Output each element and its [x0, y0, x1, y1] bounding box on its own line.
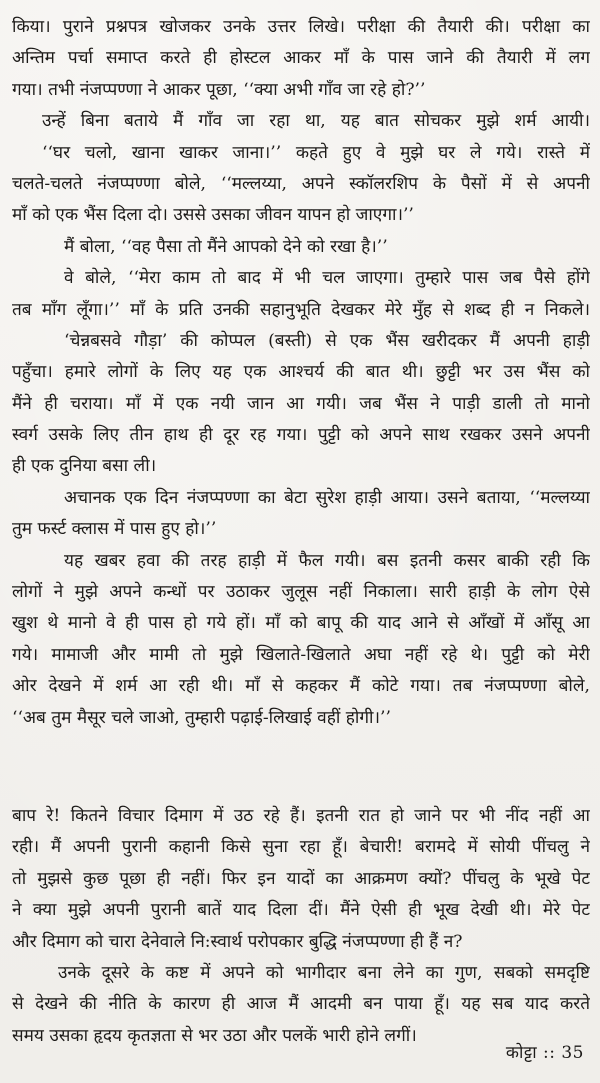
text-line: तब माँग लूँगा।’’ माँ के प्रति उनकी सहानुभूति देखकर मेरे मुँह से शब्द ही न निकले। — [12, 299, 590, 320]
text-line: ही एक दुनिया बसा ली। — [12, 456, 157, 477]
text-line: माँ को एक भैंस दिला दो। उससे उसका जीवन यापन हो जाएगा।’’ — [12, 205, 414, 226]
text-line: मैं बोला, ‘‘वह पैसा तो मैंने आपको देने को रखा है।’’ — [64, 236, 388, 257]
text-line: ओर देखने में शर्म आ रही थी। माँ से कहकर मैं कोटे गया। तब नंजप्पण्णा बोले, — [12, 676, 590, 697]
text-line: वे बोले, ‘‘मेरा काम तो बाद में भी चल जाएगा। तुम्हारे पास जब पैसे होंगे — [64, 268, 590, 289]
text-line: अन्तिम पर्चा समाप्त करते ही होस्टल आकर माँ के पास जाने की तैयारी में लग — [12, 48, 590, 69]
text-line: तुम फर्स्ट क्लास में पास हुए हो।’’ — [12, 519, 217, 540]
text-line: गये। मामाजी और मामी तो मुझे खिलाते-खिलाते अघा नहीं रहे थे। पुट्टी को मेरी — [12, 644, 590, 665]
text-line: ‘चेन्नबसवे गौड़ा’ की कोप्पल (बस्ती) से एक भैंस खरीदकर मैं अपनी हाड़ी — [64, 330, 590, 351]
text-line: चलते-चलते नंजप्पण्णा बोले, ‘‘मल्लय्या, अपने स्कॉलरशिप के पैसों में से अपनी — [12, 173, 590, 194]
text-line: ‘‘घर चलो, खाना खाकर जाना।’’ कहते हुए वे मुझे घर ले गये। रास्ते में — [42, 142, 590, 163]
text-section-1 — [12, 12, 590, 734]
text-line: रही। मैं अपनी पुरानी कहानी किसे सुना रहा हूँ। बेचारी! बरामदे में सोयी पींचलु ने — [12, 837, 590, 858]
text-line: बाप रे! कितने विचार दिमाग में उठ रहे हैं। इतनी रात हो जाने पर भी नींद नहीं आ — [12, 806, 590, 826]
text-line: तो मुझसे कुछ पूछा ही नहीं। फिर इन यादों का आक्रमण क्यों? पींचलु के भूखे पेट — [12, 868, 590, 889]
text-line: समय उसका हृदय कृतज्ञता से भर उठा और पलकें भारी होने लगीं। — [12, 1025, 417, 1046]
text-line: उनके दूसरे के कष्ट में अपने को भागीदार बना लेने का गुण, सबको समदृष्टि — [58, 962, 590, 983]
text-section-2 — [12, 801, 590, 1052]
text-line: किया। पुराने प्रश्नपत्र खोजकर उनके उत्तर लिखे। परीक्षा की तैयारी की। परीक्षा का — [12, 17, 590, 37]
text-line: मैंने ही चराया। माँ में एक नयी जान आ गयी। जब भैंस ने पाड़ी डाली तो मानो — [12, 393, 590, 414]
text-line: यह खबर हवा की तरह हाड़ी में फैल गयी। बस इतनी कसर बाकी रही कि — [64, 550, 590, 571]
text-line: स्वर्ग उसके लिए तीन हाथ ही दूर रह गया। पुट्टी को अपने साथ रखकर उसने अपनी — [12, 425, 590, 446]
text-line: और दिमाग को चारा देनेवाले नि:स्वार्थ परोपकार बुद्धि नंजप्पण्णा ही हैं न? — [12, 931, 463, 952]
text-line: गया। तभी नंजप्पण्णा ने आकर पूछा, ‘‘क्या अभी गाँव जा रहे हो?’’ — [12, 79, 426, 100]
text-line: उन्हें बिना बताये मैं गाँव जा रहा था, यह बात सोचकर मुझे शर्म आयी। — [42, 111, 590, 132]
text-line: खुश थे मानो वे ही पास हो गये हों। माँ को बापू की याद आने से आँखों में आँसू आ — [12, 613, 590, 634]
text-line: ने क्या मुझे अपनी पुरानी बातें याद दिला दीं। मैंने ऐसी ही भूख देखी थी। मेरे पेट — [12, 900, 590, 921]
text-line: से देखने की नीति के कारण ही आज मैं आदमी बन पाया हूँ। यह सब याद करते — [12, 994, 590, 1015]
page-footer: कोट्टा :: 35 — [505, 1043, 584, 1063]
text-line: ‘‘अब तुम मैसूर चले जाओ, तुम्हारी पढ़ाई-लिखाई वहीं होगी।’’ — [12, 707, 391, 728]
text-line: पहुँचा। हमारे लोगों के लिए यह एक आश्चर्य की बात थी। छुट्टी भर उस भैंस को — [12, 362, 590, 383]
text-line: अचानक एक दिन नंजप्पण्णा का बेटा सुरेश हाड़ी आया। उसने बताया, ‘‘मल्लय्या — [64, 487, 590, 508]
text-line: लोगों ने मुझे अपने कन्धों पर उठाकर जुलूस नहीं निकाला। सारी हाड़ी के लोग ऐसे — [12, 582, 590, 603]
